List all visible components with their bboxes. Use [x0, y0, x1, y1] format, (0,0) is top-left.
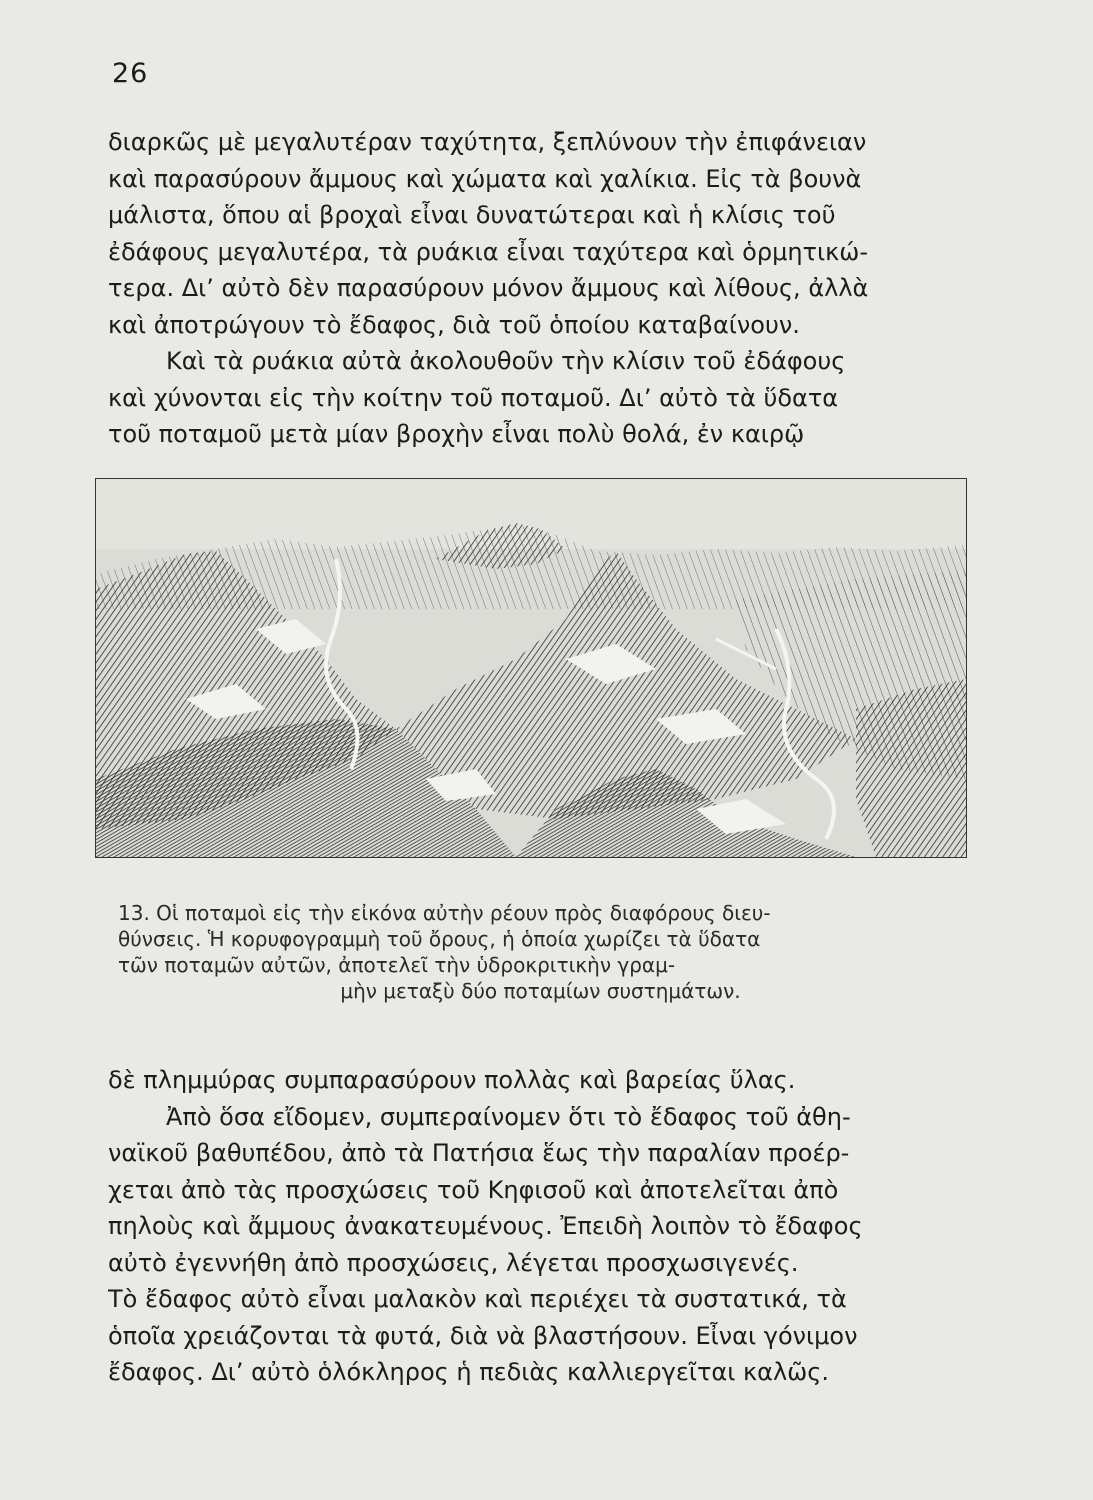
caption-line: θύνσεις. Ἡ κορυφογραμμὴ τοῦ ὄρους, ἡ ὁποία χωρίζει τὰ ὕδατα	[118, 927, 761, 951]
paragraph-bottom	[108, 1062, 976, 1391]
paragraph-top	[108, 124, 976, 453]
figure-caption	[118, 900, 963, 1004]
text-line: χεται ἀπὸ τὰς προσχώσεις τοῦ Κηφισοῦ καὶ ἀποτελεῖται ἀπὸ	[108, 1175, 839, 1204]
text-line: Ἀπὸ ὅσα εἴδομεν, συμπεραίνομεν ὅτι τὸ ἔδαφος τοῦ ἀθη-	[166, 1102, 851, 1131]
text-line: ἐδάφους μεγαλυτέρα, τὰ ρυάκια εἶναι ταχύτερα καὶ ὁρμητικώ-	[108, 237, 869, 266]
text-line: δὲ πλημμύρας συμπαρασύρουν πολλὰς καὶ βαρείας ὕλας.	[108, 1066, 796, 1094]
mountain-rivers-illustration	[95, 478, 967, 858]
caption-line: 13. Οἱ ποταμοὶ εἰς τὴν εἰκόνα αὐτὴν ρέουν πρὸς διαφόρους διευ-	[118, 901, 771, 925]
text-line: Καὶ τὰ ρυάκια αὐτὰ ἀκολουθοῦν τὴν κλίσιν τοῦ ἐδάφους	[166, 347, 846, 375]
text-line: διαρκῶς μὲ μεγαλυτέραν ταχύτητα, ξεπλύνουν τὴν ἐπιφάνειαν	[108, 128, 867, 156]
caption-line: τῶν ποταμῶν αὐτῶν, ἀποτελεῖ τὴν ὑδροκριτικὴν γραμ-	[118, 953, 676, 977]
text-line: αὐτὸ ἐγεννήθη ἀπὸ προσχώσεις, λέγεται προσχωσιγενές.	[108, 1248, 799, 1277]
text-line: καὶ ἀποτρώγουν τὸ ἔδαφος, διὰ τοῦ ὁποίου καταβαίνουν.	[108, 310, 800, 339]
text-line: ὁποῖα χρειάζονται τὰ φυτά, διὰ νὰ βλαστήσουν. Εἶναι γόνιμον	[108, 1321, 858, 1350]
text-line: Τὸ ἔδαφος αὐτὸ εἶναι μαλακὸν καὶ περιέχει τὰ συστατικά, τὰ	[108, 1285, 847, 1313]
text-line: τοῦ ποταμοῦ μετὰ μίαν βροχὴν εἶναι πολὺ θολά, ἐν καιρῷ	[108, 420, 805, 448]
caption-line: μὴν μεταξὺ δύο ποταμίων συστημάτων.	[340, 979, 741, 1003]
text-line: μάλιστα, ὅπου αἱ βροχαὶ εἶναι δυνατώτεραι καὶ ἡ κλίσις τοῦ	[108, 201, 836, 229]
text-line: τερα. Διʼ αὐτὸ δὲν παρασύρουν μόνον ἄμμους καὶ λίθους, ἀλλὰ	[108, 274, 869, 302]
text-line: ἔδαφος. Διʼ αὐτὸ ὁλόκληρος ἡ πεδιὰς καλλιεργεῖται καλῶς.	[108, 1358, 829, 1386]
text-line: ναϊκοῦ βαθυπέδου, ἀπὸ τὰ Πατήσια ἕως τὴν παραλίαν προέρ-	[108, 1139, 850, 1167]
page-number: 26	[112, 58, 149, 89]
text-line: καὶ παρασύρουν ἄμμους καὶ χώματα καὶ χαλίκια. Εἰς τὰ βουνὰ	[108, 164, 862, 193]
text-line: καὶ χύνονται εἰς τὴν κοίτην τοῦ ποταμοῦ. Διʼ αὐτὸ τὰ ὕδατα	[108, 383, 839, 412]
text-line: πηλοὺς καὶ ἄμμους ἀνακατευμένους. Ἐπειδὴ λοιπὸν τὸ ἔδαφος	[108, 1212, 863, 1240]
engraving-drawing	[96, 479, 966, 857]
